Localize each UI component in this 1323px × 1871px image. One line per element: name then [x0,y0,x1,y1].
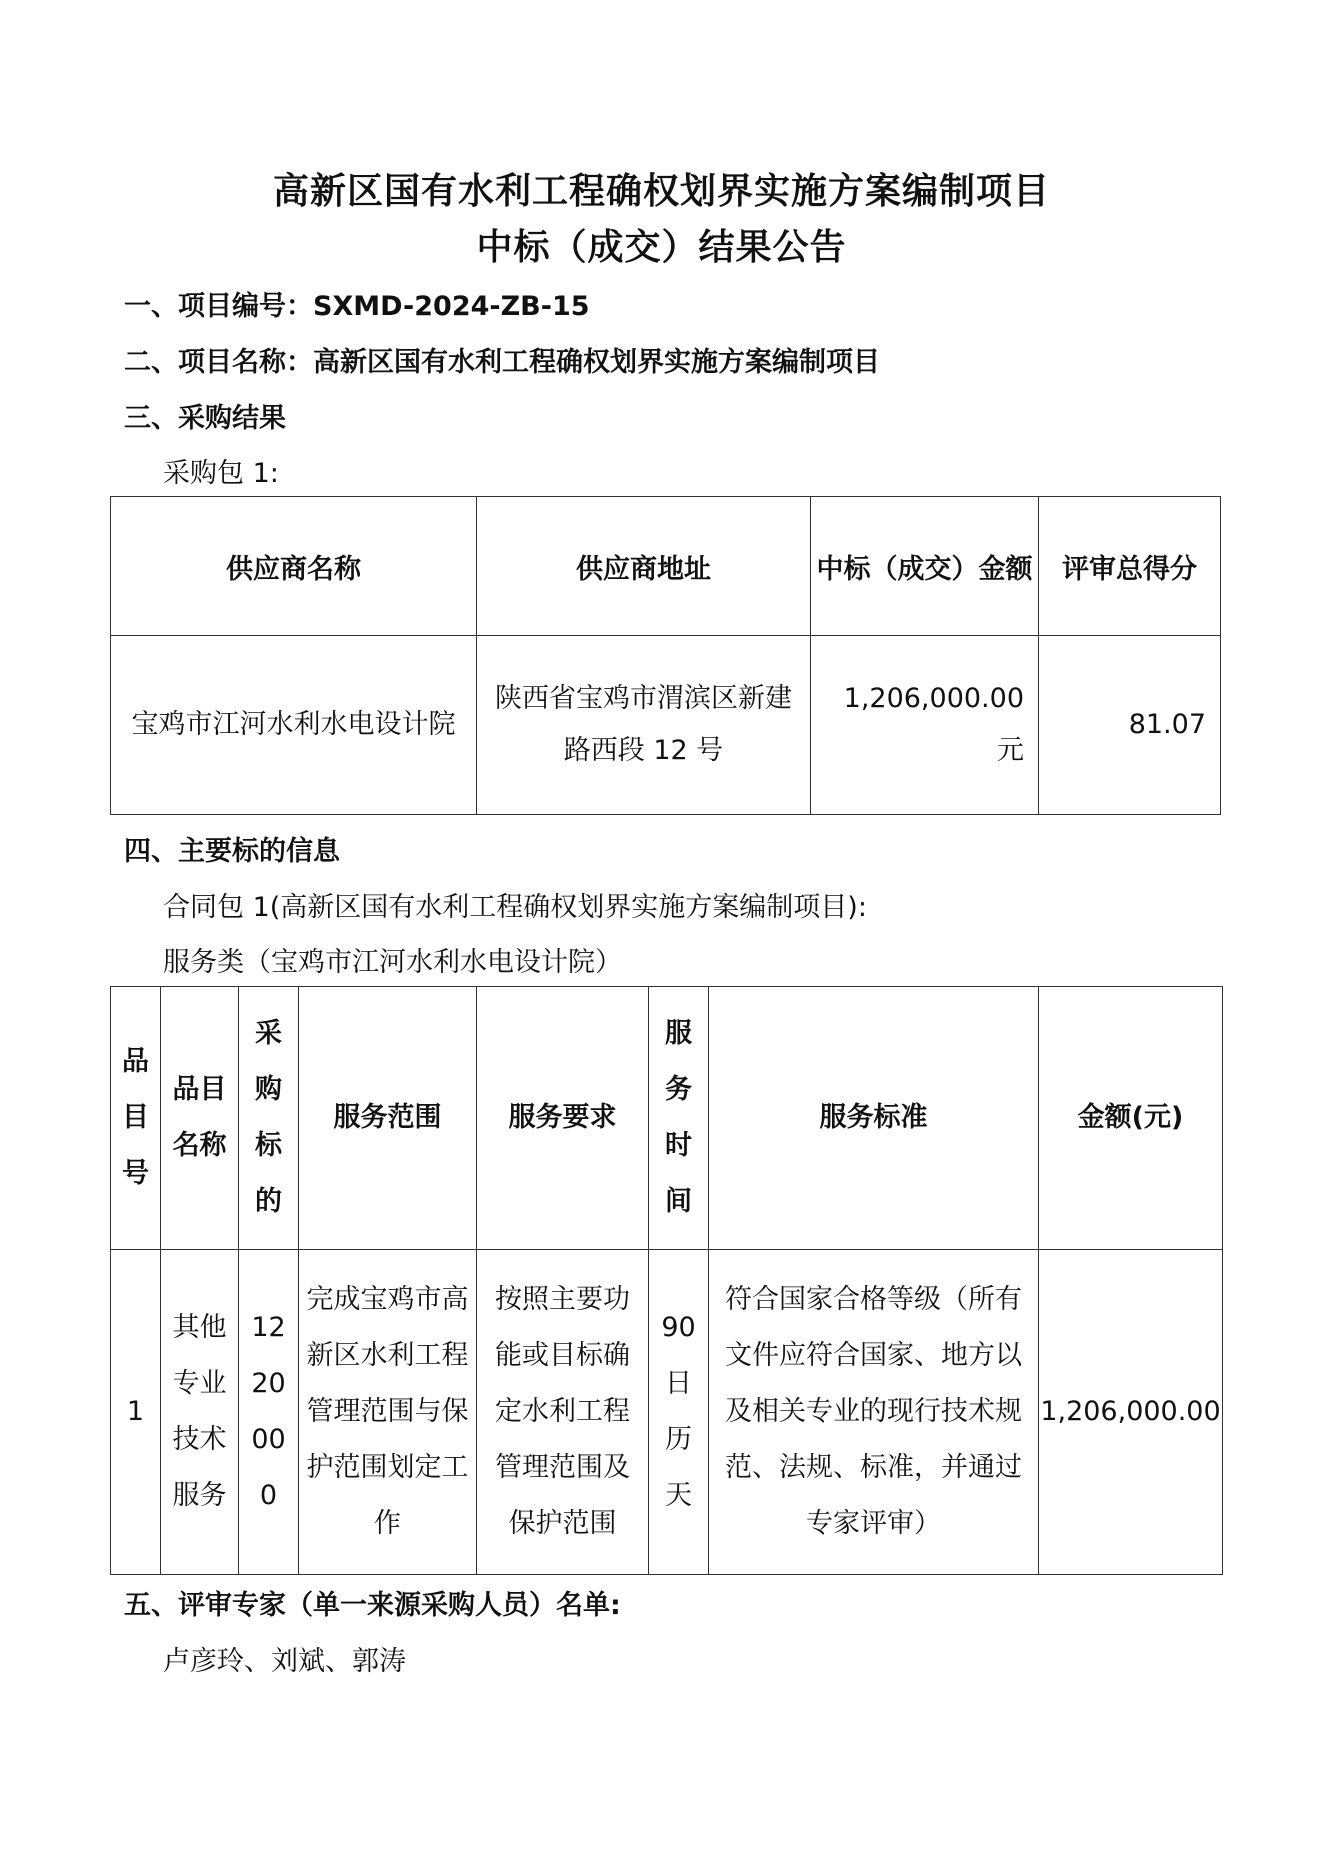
service-scope: 完成宝鸡市高新区水利工程管理范围与保护范围划定工作 [299,1250,477,1575]
subject-table-header-row [111,987,1223,1250]
experts-names: 卢彦玲、刘斌、郭涛 [163,1646,406,1677]
header-time: 服务时间 [649,987,709,1250]
service-line: 服务类（宝鸡市江河水利水电设计院） [163,947,622,978]
header-scope: 服务范围 [299,987,477,1250]
header-item-name: 品目名称 [161,987,239,1250]
supplier-name: 宝鸡市江河水利水电设计院 [111,636,477,815]
header-requirement: 服务要求 [477,987,649,1250]
header-supplier-address: 供应商地址 [477,497,811,636]
subject-table [110,986,1223,1575]
supplier-address: 陕西省宝鸡市渭滨区新建路西段 12 号 [477,636,811,815]
service-standard: 符合国家合格等级（所有文件应符合国家、地方以及相关专业的现行技术规范、法规、标准，并通过专家评审） [709,1250,1039,1575]
subject-table-row [111,1250,1223,1575]
result-table [110,496,1221,815]
procurement-target: 1220000 [239,1250,299,1575]
experts-heading: 五、评审专家（单一来源采购人员）名单: [124,1590,621,1621]
review-score: 81.07 [1039,636,1221,815]
project-name: 二、项目名称：高新区国有水利工程确权划界实施方案编制项目 [124,347,880,378]
header-standard: 服务标准 [709,987,1039,1250]
item-amount: 1,206,000.00 [1039,1250,1223,1575]
header-score: 评审总得分 [1039,497,1221,636]
winning-amount: 1,206,000.00 元 [811,636,1039,815]
subject-heading: 四、主要标的信息 [124,836,340,867]
header-supplier-name: 供应商名称 [111,497,477,636]
contract-line: 合同包 1(高新区国有水利工程确权划界实施方案编制项目): [163,892,867,923]
result-heading: 三、采购结果 [124,403,286,434]
document-title-line1: 高新区国有水利工程确权划界实施方案编制项目 [272,171,1050,212]
project-number: 一、项目编号：SXMD-2024-ZB-15 [124,291,590,322]
header-amount-yuan: 金额(元) [1039,987,1223,1250]
header-item-no: 品目号 [111,987,161,1250]
item-no: 1 [111,1250,161,1575]
item-name: 其他专业技术服务 [161,1250,239,1575]
service-requirement: 按照主要功能或目标确定水利工程管理范围及保护范围 [477,1250,649,1575]
header-amount: 中标（成交）金额 [811,497,1039,636]
result-table-row [111,636,1221,815]
service-time: 90日历天 [649,1250,709,1575]
result-table-header-row [111,497,1221,636]
header-target: 采购标的 [239,987,299,1250]
document-title-line2: 中标（成交）结果公告 [476,227,847,268]
package-label: 采购包 1: [163,458,279,489]
